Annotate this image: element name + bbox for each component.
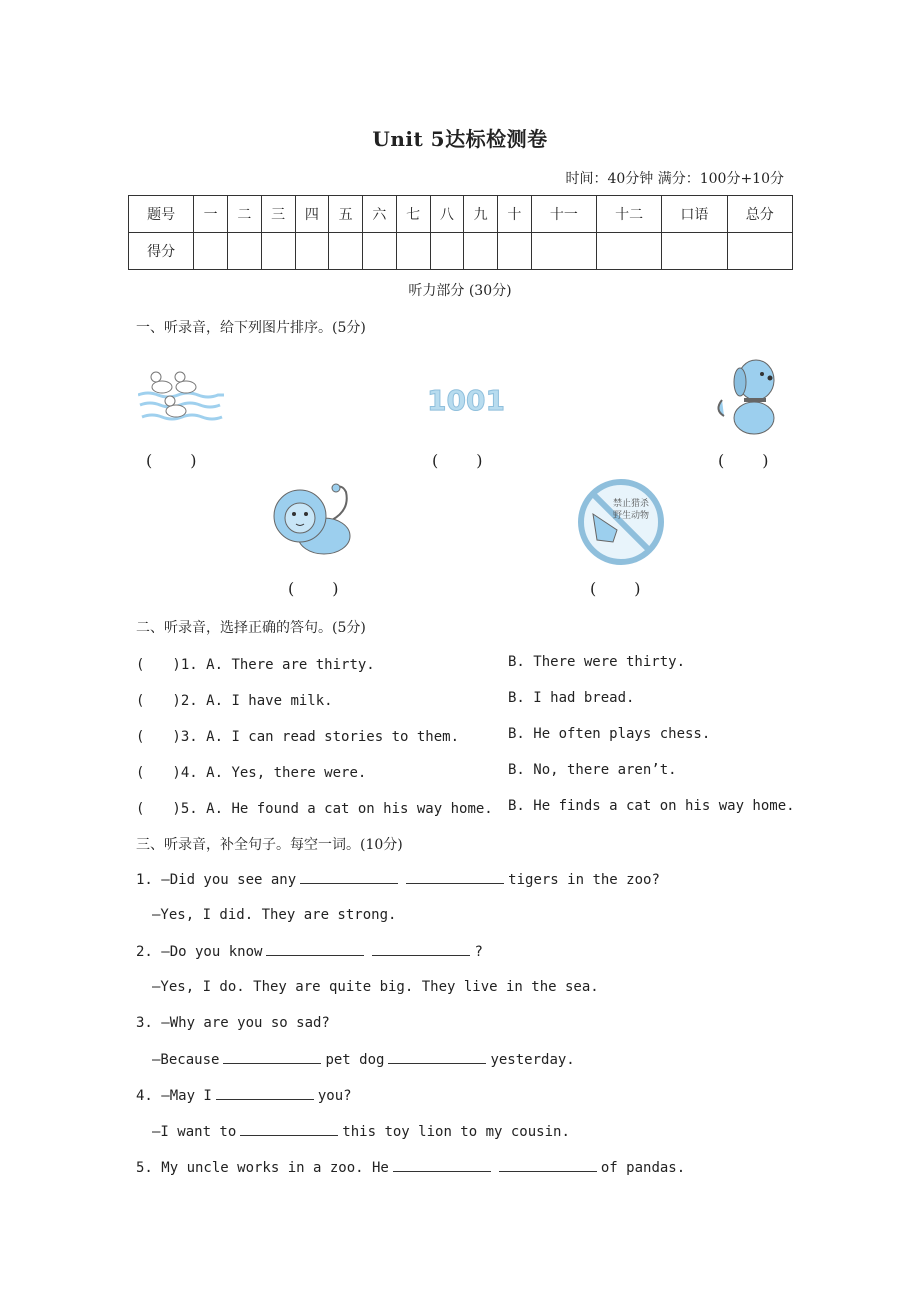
q2-answer: —Yes, I do. They are quite big. They live in the sea. bbox=[152, 979, 599, 995]
option-b: B. He finds a cat on his way home. bbox=[508, 798, 795, 814]
picture3-answer[interactable]: ( ) bbox=[718, 451, 771, 470]
score-header-cell: 九 bbox=[464, 196, 498, 233]
score-cell[interactable] bbox=[261, 233, 295, 270]
score-table-score-row bbox=[129, 233, 793, 270]
section2-item bbox=[136, 798, 795, 818]
section3-title: 三、听录音，补全句子。每空一词。(10分) bbox=[136, 837, 403, 853]
blank-input[interactable] bbox=[406, 871, 504, 884]
blank-input[interactable] bbox=[393, 1159, 491, 1172]
score-header-cell: 十一 bbox=[531, 196, 596, 233]
score-cell[interactable] bbox=[295, 233, 329, 270]
q2-question: 2. —Do you know ? bbox=[136, 944, 483, 960]
option-b: B. He often plays chess. bbox=[508, 726, 711, 742]
score-header-cell: 口语 bbox=[662, 196, 727, 233]
score-header-cell: 题号 bbox=[129, 196, 194, 233]
score-row-label: 得分 bbox=[129, 233, 194, 270]
picture2-answer[interactable]: ( ) bbox=[432, 451, 485, 470]
option-b: B. There were thirty. bbox=[508, 654, 686, 670]
score-cell[interactable] bbox=[228, 233, 262, 270]
score-header-cell: 十二 bbox=[597, 196, 662, 233]
blank-input[interactable] bbox=[266, 943, 364, 956]
score-cell[interactable] bbox=[531, 233, 596, 270]
blank-input[interactable] bbox=[216, 1087, 314, 1100]
q3-answer: —Because pet dog yesterday. bbox=[152, 1052, 575, 1068]
page-title: Unit 5达标检测卷 bbox=[372, 127, 548, 151]
no-hunting-sign-icon bbox=[577, 478, 665, 566]
score-table bbox=[128, 195, 793, 270]
q4-question: 4. —May I you? bbox=[136, 1088, 352, 1104]
picture5-answer[interactable]: ( ) bbox=[590, 579, 643, 598]
blank-input[interactable] bbox=[388, 1051, 486, 1064]
section1-title: 一、听录音，给下列图片排序。(5分) bbox=[136, 320, 366, 336]
score-cell[interactable] bbox=[662, 233, 727, 270]
option-b: B. No, there aren’t. bbox=[508, 762, 677, 778]
score-cell[interactable] bbox=[597, 233, 662, 270]
ducks-icon bbox=[138, 365, 226, 427]
score-cell[interactable] bbox=[329, 233, 363, 270]
option-a: A. Yes, there were. bbox=[206, 765, 367, 781]
item-number[interactable]: ( )2. bbox=[136, 693, 207, 709]
item-number[interactable]: ( )3. bbox=[136, 729, 207, 745]
section2-item bbox=[136, 690, 635, 710]
score-cell[interactable] bbox=[396, 233, 430, 270]
score-header-cell: 五 bbox=[329, 196, 363, 233]
option-a: A. I have milk. bbox=[206, 693, 333, 709]
score-cell[interactable] bbox=[727, 233, 792, 270]
score-header-cell: 总分 bbox=[727, 196, 792, 233]
q1-question: 1. —Did you see any tigers in the zoo? bbox=[136, 872, 660, 888]
option-b: B. I had bread. bbox=[508, 690, 635, 706]
lion-icon bbox=[270, 480, 365, 562]
listening-section-title: 听力部分 (30分) bbox=[408, 283, 512, 299]
option-a: A. He found a cat on his way home. bbox=[206, 801, 493, 817]
option-a: A. I can read stories to them. bbox=[206, 729, 460, 745]
score-header-cell: 二 bbox=[228, 196, 262, 233]
score-table-header-row bbox=[129, 196, 793, 233]
q4-answer: —I want to this toy lion to my cousin. bbox=[152, 1124, 570, 1140]
blank-input[interactable] bbox=[223, 1051, 321, 1064]
svg-text:1001: 1001 bbox=[427, 384, 505, 416]
item-number[interactable]: ( )1. bbox=[136, 657, 207, 673]
item-number[interactable]: ( )4. bbox=[136, 765, 207, 781]
score-header-cell: 七 bbox=[396, 196, 430, 233]
time-info: 时间：40分钟 满分：100分+10分 bbox=[565, 171, 784, 187]
q1-answer: —Yes, I did. They are strong. bbox=[152, 907, 397, 923]
picture4-answer[interactable]: ( ) bbox=[288, 579, 341, 598]
section2-item bbox=[136, 762, 677, 782]
option-a: A. There are thirty. bbox=[206, 657, 375, 673]
blank-input[interactable] bbox=[300, 871, 398, 884]
picture1-answer[interactable]: ( ) bbox=[146, 451, 199, 470]
section2-item bbox=[136, 654, 686, 674]
q5-question: 5. My uncle works in a zoo. He of pandas. bbox=[136, 1160, 686, 1176]
score-header-cell: 三 bbox=[261, 196, 295, 233]
blank-input[interactable] bbox=[499, 1159, 597, 1172]
blank-input[interactable] bbox=[372, 943, 470, 956]
score-cell[interactable] bbox=[430, 233, 464, 270]
number-1001-icon bbox=[426, 384, 506, 416]
dog-icon bbox=[712, 352, 782, 440]
section2-title: 二、听录音，选择正确的答句。(5分) bbox=[136, 620, 366, 636]
score-header-cell: 六 bbox=[363, 196, 397, 233]
item-number[interactable]: ( )5. bbox=[136, 801, 207, 817]
score-header-cell: 十 bbox=[498, 196, 532, 233]
score-header-cell: 四 bbox=[295, 196, 329, 233]
score-header-cell: 八 bbox=[430, 196, 464, 233]
q3-question: 3. —Why are you so sad? bbox=[136, 1015, 330, 1031]
svg-text:野生动物: 野生动物 bbox=[612, 511, 650, 521]
score-header-cell: 一 bbox=[194, 196, 228, 233]
section2-item bbox=[136, 726, 711, 746]
score-cell[interactable] bbox=[498, 233, 532, 270]
score-cell[interactable] bbox=[194, 233, 228, 270]
svg-text:禁止猎杀: 禁止猎杀 bbox=[612, 499, 650, 509]
score-cell[interactable] bbox=[464, 233, 498, 270]
blank-input[interactable] bbox=[240, 1123, 338, 1136]
score-cell[interactable] bbox=[363, 233, 397, 270]
